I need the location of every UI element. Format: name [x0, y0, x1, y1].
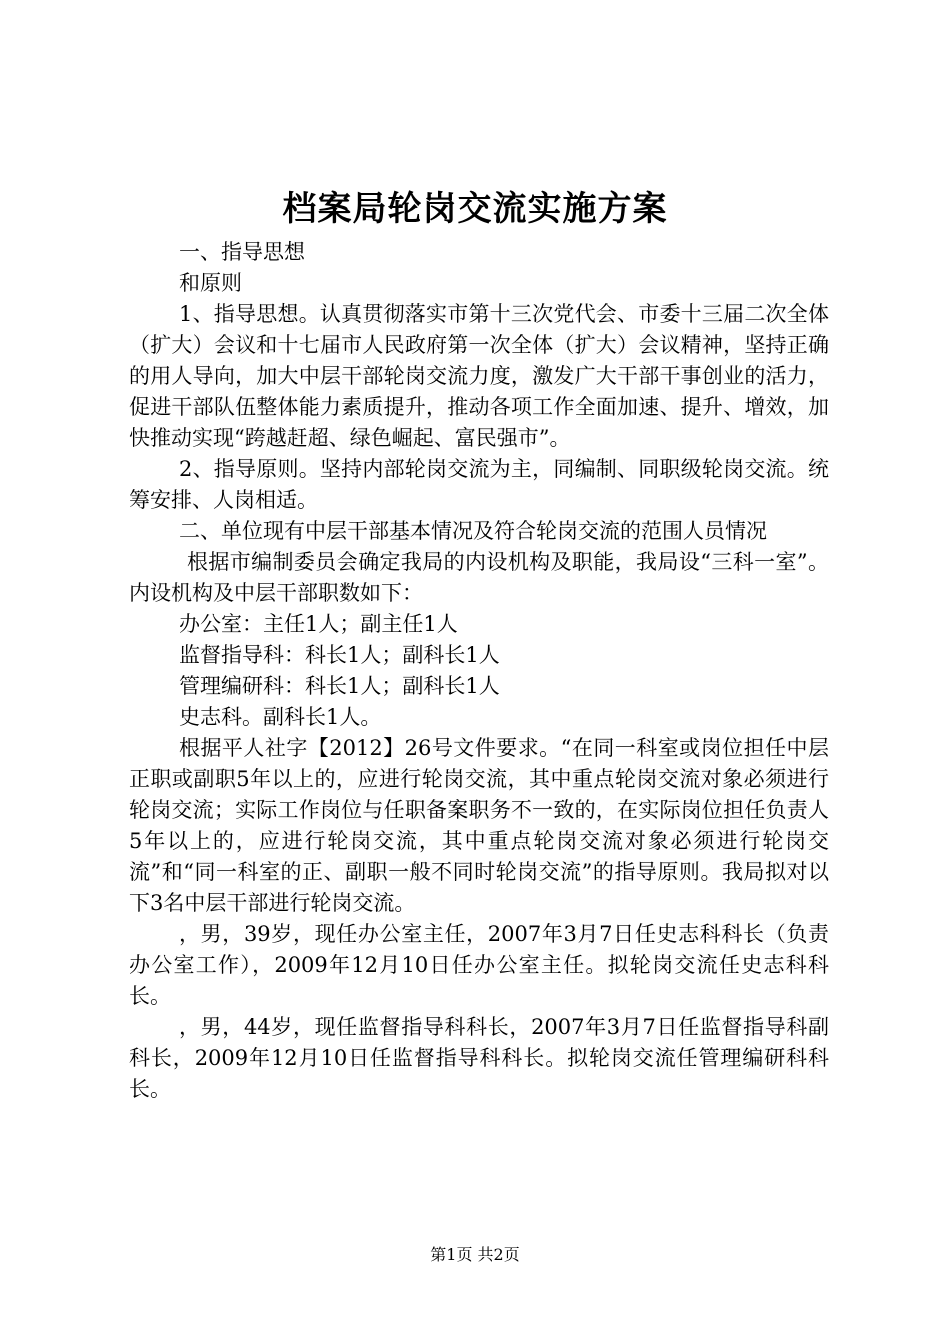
document-title: 档案局轮岗交流实施方案 — [282, 189, 668, 229]
list-item-supervision-section: 监督指导科：科长1人；副科长1人 — [179, 643, 500, 667]
paragraph-guiding-ideology: 1、指导思想。认真贯彻落实市第十三次党代会、市委十三届二次全体（扩大）会议和十七届市人民政府第一次全体（扩大）会议精神，坚持正确的用人导向，加大中层干部轮岗交流力度，激发广大干部干事创业的活力，促进干部队伍整体能力素质提升，推动各项工作全面加速、提升、增效，加快推动实现“跨越赶超、绿色崛起、富民强市”。 — [129, 302, 829, 450]
list-item-office: 办公室：主任1人；副主任1人 — [179, 612, 458, 636]
paragraph-document-requirements: 根据平人社字【2012】26号文件要求。“在同一科室或岗位担任中层正职或副职5年以上的，应进行轮岗交流，其中重点轮岗交流对象必须进行轮岗交流；实际工作岗位与任职备案职务不一致的，在实际岗位担任负责人5年以上的，应进行轮岗交流，其中重点轮岗交流对象必须进行轮岗交流”和“同一科室的正、副职一般不同时轮岗交流”的指导原则。我局拟对以下3名中层干部进行轮岗交流。 — [129, 736, 829, 915]
paragraph-cadre-1: ，男，39岁，现任办公室主任，2007年3月7日任史志科科长（负责办公室工作），2009年12月10日任办公室主任。拟轮岗交流任史志科科长。 — [129, 922, 829, 1008]
list-item-history-section: 史志科。副科长1人。 — [179, 705, 382, 729]
paragraph-cadre-2: ，男，44岁，现任监督指导科科长，2007年3月7日任监督指导科副科长，2009年12月10日任监督指导科科长。拟轮岗交流任管理编研科科长。 — [129, 1015, 829, 1101]
document-body — [129, 237, 829, 1105]
paragraph-internal-structure: 根据市编制委员会确定我局的内设机构及职能，我局设“三科一室”。内设机构及中层干部职数如下： — [129, 550, 829, 605]
page-footer: 第1页 共2页 — [430, 1245, 520, 1264]
paragraph-guiding-principle: 2、指导原则。坚持内部轮岗交流为主，同编制、同职级轮岗交流。统筹安排、人岗相适。 — [129, 457, 829, 512]
section-heading-current-cadres: 二、单位现有中层干部基本情况及符合轮岗交流的范围人员情况 — [179, 519, 767, 543]
list-item-management-section: 管理编研科：科长1人；副科长1人 — [179, 674, 500, 698]
section-heading-continuation: 和原则 — [179, 271, 242, 295]
section-heading-guiding-ideology: 一、指导思想 — [179, 240, 305, 264]
